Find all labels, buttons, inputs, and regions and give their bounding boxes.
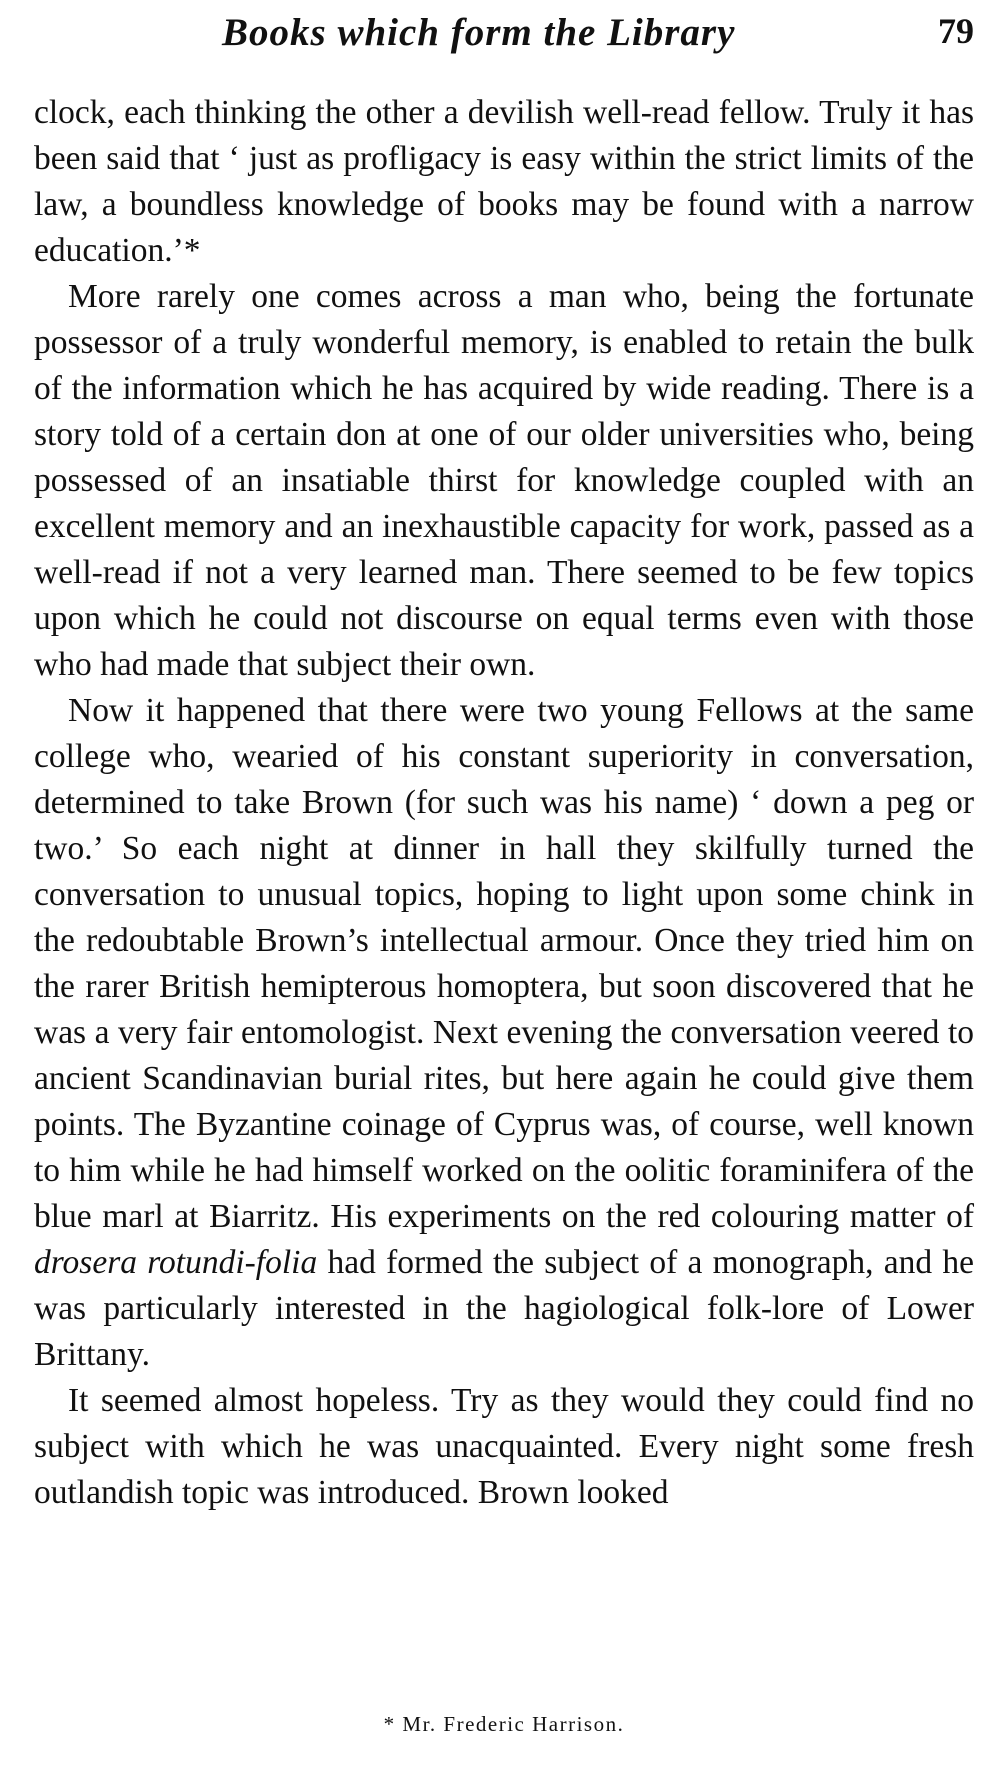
body-text (34, 90, 974, 1516)
paragraph-3-text-after: had formed the subject of a monograph, and he was particularly interested in the hagiological folk-lore of Lower Brittany. (34, 1244, 974, 1373)
paragraph-3 (34, 688, 974, 1378)
paragraph-1-text: clock, each thinking the other a devilish well-read fellow. Truly it has been said that ‘ just as profligacy is easy within the strict limits of the law, a boundless knowledge of books may be found with a narrow education.’* (34, 94, 974, 269)
footnote: * Mr. Frederic Harrison. (383, 1712, 625, 1736)
paragraph-1 (34, 90, 974, 274)
running-title: Books which form the Library (222, 11, 736, 54)
page-number: 79 (938, 11, 974, 51)
paragraph-2-text: More rarely one comes across a man who, being the fortunate possessor of a truly wonderful memory, is enabled to retain the bulk of the information which he has acquired by wide reading. There is a story told of a certain don at one of our older universities who, being possessed of an insatiable thirst for knowledge coupled with an excellent memory and an inexhaustible capacity for work, passed as a well-read if not a very learned man. There seemed to be few topics upon which he could not discourse on equal terms even with those who had made that subject their own. (34, 278, 974, 683)
paragraph-4 (34, 1378, 974, 1516)
book-page (34, 0, 974, 1770)
paragraph-3-text: Now it happened that there were two young Fellows at the same college who, wearied of his constant superiority in conversation, determined to take Brown (for such was his name) ‘ down a peg or two.’ So each night at dinner in hall they skilfully turned the conversation to unusual topics, hoping to light upon some chink in the redoubtable Brown’s intellectual armour. Once they tried him on the rarer British hemipterous homoptera, but soon discovered that he was a very fair entomologist. Next evening the conversation veered to ancient Scandinavian burial rites, but here again he could give them points. The Byzantine coinage of Cyprus was, of course, well known to him while he had himself worked on the oolitic foraminifera of the blue marl at Biarritz. His experiments on the red colouring matter of (34, 692, 974, 1235)
running-head (34, 6, 974, 66)
paragraph-4-text: It seemed almost hopeless. Try as they would they could find no subject with which he was unacquainted. Every night some fresh outlandish topic was introduced. Brown looked (34, 1382, 974, 1511)
paragraph-2 (34, 274, 974, 688)
latin-species-name: drosera rotundi-folia (34, 1244, 318, 1281)
